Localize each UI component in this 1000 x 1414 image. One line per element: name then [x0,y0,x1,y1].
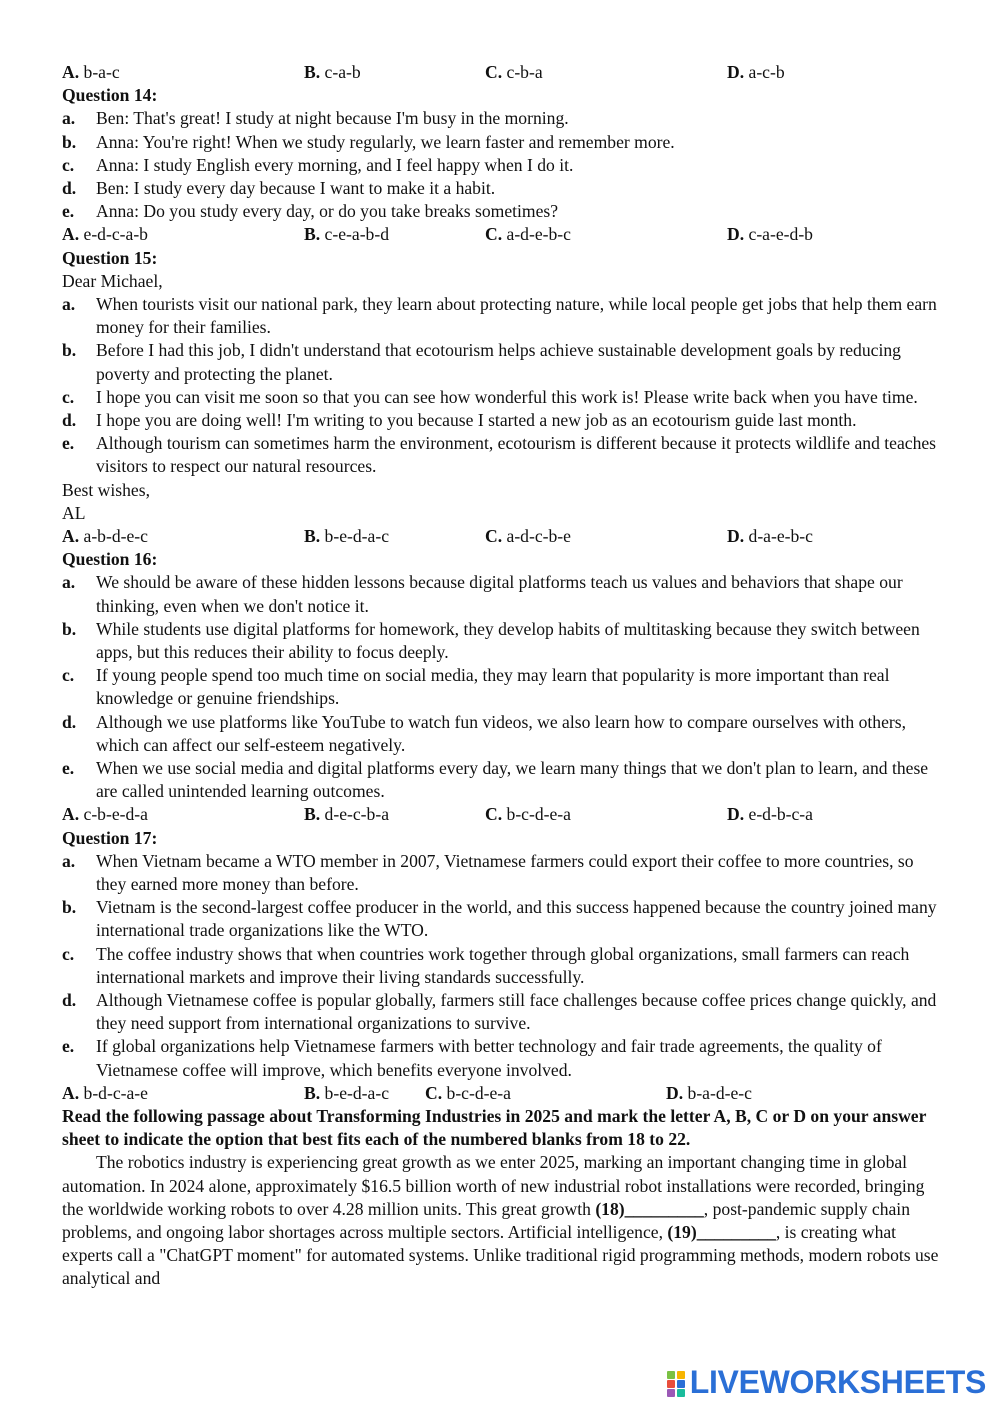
option-text: a-c-b [748,62,785,82]
option-b[interactable] [304,525,485,548]
option-letter: C. [425,1082,443,1103]
liveworksheets-logo [667,1364,986,1402]
item-text: Although Vietnamese coffee is popular globally, farmers still face challenges because coffee prices change quickly, and they need support from international organizations to survive. [96,989,937,1034]
list-item [62,664,942,710]
list-item [62,177,942,200]
option-text: c-a-b [324,62,361,82]
option-text: b-a-c [83,62,120,82]
list-item [62,850,942,896]
item-text: When we use social media and digital platforms every day, we learn many things that we don't plan to learn, and these are called unintended learning outcomes. [96,757,929,802]
item-text: When tourists visit our national park, they learn about protecting nature, while local people get jobs that help them earn money for their families. [96,293,937,338]
option-letter: D. [727,804,745,825]
q16-options [62,803,942,826]
option-text: b-e-d-a-c [324,525,390,546]
logo-mark-icon [667,1369,687,1397]
option-b[interactable] [304,803,485,826]
option-letter: A. [62,1082,80,1103]
list-item [62,432,942,478]
item-label: b. [62,340,77,361]
q15-items [62,293,942,479]
option-b[interactable] [304,223,485,246]
option-letter: D. [727,525,745,546]
list-item [62,989,942,1035]
q15-options [62,525,942,548]
q17-items [62,850,942,1082]
q15-greeting: Dear Michael, [62,270,163,291]
item-label: e. [62,433,75,454]
blank-18[interactable]: _________ [624,1198,704,1219]
option-text: b-e-d-a-c [324,1082,390,1103]
option-letter: A. [62,224,80,245]
option-text: e-d-b-c-a [748,804,813,825]
option-letter: C. [485,62,503,82]
blank-19[interactable]: _________ [696,1221,776,1242]
q14-options [62,223,942,246]
option-c[interactable] [485,61,727,84]
item-label: b. [62,618,77,639]
option-a[interactable] [62,803,304,826]
blank-19-number: (19) [667,1221,697,1242]
option-a[interactable] [62,1082,304,1105]
option-c[interactable] [485,525,727,548]
option-d[interactable] [666,1082,881,1105]
option-letter: D. [666,1082,684,1103]
q16-items [62,571,942,803]
option-a[interactable] [62,223,304,246]
option-letter: D. [727,224,745,245]
item-label: c. [62,386,75,407]
item-text: The coffee industry shows that when countries work together through global organizations, small farmers can reach international markets and improve their living standards successfully. [96,943,910,987]
option-text: c-b-a [506,62,543,82]
item-label: d. [62,711,77,732]
q17-options [62,1082,942,1105]
item-label: b. [62,897,77,918]
list-item [62,409,942,432]
worksheet-page [62,61,942,1291]
option-letter: B. [304,525,321,546]
option-a[interactable] [62,525,304,548]
item-label: a. [62,572,76,593]
q17-title: Question 17: [62,827,158,848]
option-c[interactable] [485,223,727,246]
option-letter: B. [304,1082,321,1103]
option-a[interactable] [62,61,304,84]
list-item [62,293,942,339]
item-text: Anna: You're right! When we study regularly, we learn faster and remember more. [96,131,675,152]
option-text: c-a-e-d-b [748,224,813,245]
option-text: a-d-e-b-c [506,224,571,245]
option-b[interactable] [304,1082,425,1105]
item-label: e. [62,201,75,222]
q14-title: Question 14: [62,85,158,106]
option-letter: A. [62,62,80,82]
passage-part-1: The robotics industry is experiencing great growth as we enter 2025, marking an important changing time in global automation. In 2024 alone, approximately $16.5 billion worth of new industrial robot installations were recorded, bringing the worldwide working robots to over 4.28 million units. This great growth [62,1152,925,1219]
item-text: When Vietnam became a WTO member in 2007, Vietnamese farmers could export their coffee to more countries, so they earned more money than before. [96,850,914,894]
item-label: a. [62,850,76,871]
item-text: Vietnam is the second-largest coffee producer in the world, and this success happened because the country joined many international trade organizations like the WTO. [96,897,937,941]
option-letter: B. [304,804,321,825]
option-text: d-e-c-b-a [324,804,390,825]
option-letter: A. [62,525,80,546]
passage-part-3: , is creating what experts call a "ChatGPT moment" for automated systems. Unlike traditional rigid programming methods, modern robots use analytical and [62,1221,939,1289]
item-label: d. [62,409,77,430]
item-label: a. [62,108,76,129]
q16-title: Question 16: [62,549,158,570]
item-text: If global organizations help Vietnamese farmers with better technology and fair trade agreements, the quality of Vietnamese coffee will improve, which benefits everyone involved. [96,1036,882,1080]
option-letter: A. [62,804,80,825]
option-text: d-a-e-b-c [748,525,813,546]
option-letter: C. [485,224,503,245]
option-text: b-d-c-a-e [83,1082,148,1103]
reading-passage [62,1151,942,1290]
list-item [62,896,942,942]
q14-items [62,107,942,223]
option-text: c-e-a-b-d [324,224,390,245]
item-label: c. [62,665,75,686]
passage-part-2: , post-pandemic supply chain problems, and ongoing labor shortages across multiple sectors. Artificial intelligence, [62,1198,910,1242]
option-b[interactable] [304,61,485,84]
list-item [62,200,942,223]
logo-text: LIVEWORKSHEETS [689,1364,986,1401]
list-item [62,386,942,409]
list-item [62,154,942,177]
option-d[interactable] [727,223,942,246]
option-letter: B. [304,62,321,82]
option-d[interactable] [727,803,942,826]
blank-18-number: (18) [595,1198,625,1219]
item-text: Ben: That's great! I study at night because I'm busy in the morning. [96,108,569,129]
item-text: While students use digital platforms for homework, they develop habits of multitasking because they switch between apps, but this reduces their ability to focus deeply. [96,618,920,662]
q13-options [62,61,942,84]
q15-closing: Best wishes, [62,479,150,500]
item-label: a. [62,293,76,314]
reading-instruction: Read the following passage about Transforming Industries in 2025 and mark the letter A, B, C or D on your answer sheet to indicate the option that best fits each of the numbered blanks from 18 to 22. [62,1105,927,1150]
option-text: a-b-d-e-c [83,525,148,546]
list-item [62,107,942,130]
option-text: a-d-c-b-e [506,525,571,546]
option-letter: B. [304,224,321,245]
item-text: Although tourism can sometimes harm the environment, ecotourism is different because it protects wildlife and teaches visitors to respect our natural resources. [96,433,937,477]
list-item [62,618,942,664]
option-text: b-c-d-e-a [506,804,571,825]
option-text: c-b-e-d-a [83,804,148,825]
list-item [62,571,942,617]
item-label: d. [62,989,77,1010]
item-text: I hope you are doing well! I'm writing to you because I started a new job as an ecotourism guide last month. [96,409,857,430]
list-item [62,1035,942,1081]
option-text: e-d-c-a-b [83,224,148,245]
item-text: If young people spend too much time on social media, they may learn that popularity is more important than real knowledge or genuine friendships. [96,665,890,709]
item-label: d. [62,177,77,198]
item-text: Anna: Do you study every day, or do you take breaks sometimes? [96,201,559,222]
item-text: Ben: I study every day because I want to make it a habit. [96,177,496,198]
item-text: Before I had this job, I didn't understand that ecotourism helps achieve sustainable development goals by reducing poverty and protecting the planet. [96,340,901,384]
option-text: b-a-d-e-c [687,1082,752,1103]
item-text: Anna: I study English every morning, and I feel happy when I do it. [96,154,574,175]
option-text: b-c-d-e-a [446,1082,511,1103]
option-letter: C. [485,525,503,546]
option-c[interactable] [485,803,727,826]
list-item [62,711,942,757]
option-d[interactable] [727,525,942,548]
list-item [62,339,942,385]
item-label: c. [62,154,75,175]
list-item [62,757,942,803]
list-item [62,131,942,154]
item-text: I hope you can visit me soon so that you can see how wonderful this work is! Please write back when you have time. [96,386,918,407]
option-c[interactable] [425,1082,666,1105]
item-text: Although we use platforms like YouTube to watch fun videos, we also learn how to compare ourselves with others, which can affect our self-esteem negatively. [96,711,906,755]
item-label: b. [62,131,77,152]
q15-signature: AL [62,502,86,523]
q15-title: Question 15: [62,247,158,268]
list-item [62,943,942,989]
item-label: e. [62,757,75,778]
option-letter: D. [727,62,745,82]
item-label: e. [62,1036,75,1057]
option-d[interactable] [727,61,942,84]
item-text: We should be aware of these hidden lessons because digital platforms teach us values and behaviors that shape our thinking, even when we don't notice it. [96,572,903,616]
option-letter: C. [485,804,503,825]
item-label: c. [62,943,75,964]
